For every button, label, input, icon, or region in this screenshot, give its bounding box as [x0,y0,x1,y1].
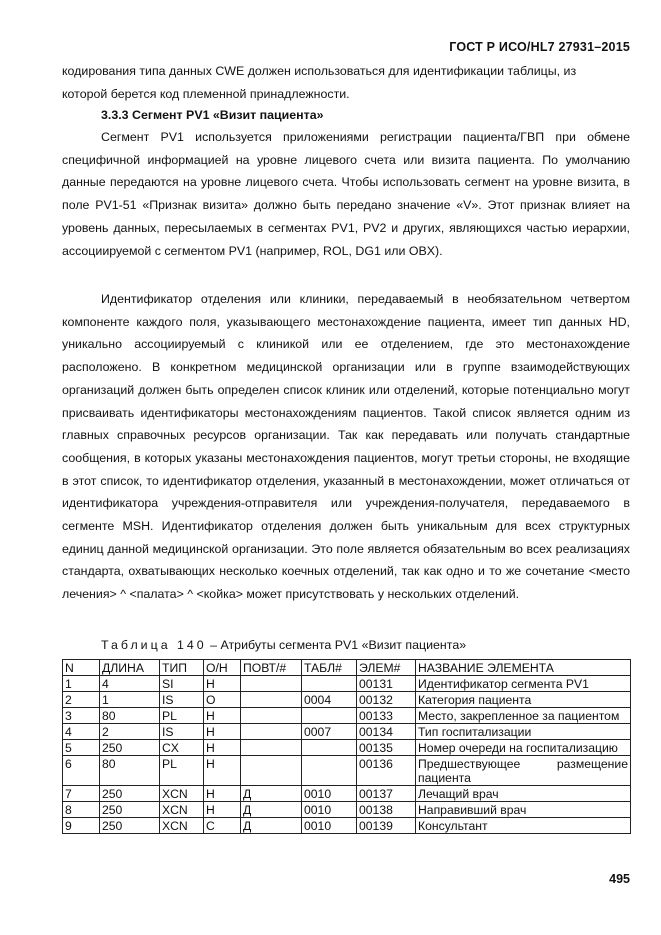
cell-table-number: 0010 [302,802,357,818]
table-row [63,676,631,692]
cell-type: XCN [160,802,204,818]
cell-repeat [241,724,302,740]
cell-table-number: 0010 [302,818,357,834]
cell-element-name: Тип госпитализации [416,724,631,740]
cell-element-number: 00134 [357,724,416,740]
cell-repeat: Д [241,818,302,834]
pv1-attributes-table [62,659,631,834]
cell-n: 8 [63,802,100,818]
cell-element-name: Идентификатор сегмента PV1 [416,676,631,692]
cell-n: 1 [63,676,100,692]
cell-element-number: 00132 [357,692,416,708]
cell-optionality: Н [204,676,241,692]
cell-element-number: 00138 [357,802,416,818]
table-row [63,786,631,802]
cell-n: 6 [63,756,100,786]
table-row [63,818,631,834]
cell-length: 4 [100,676,160,692]
cell-n: 7 [63,786,100,802]
header-optionality: О/Н [204,660,241,676]
cell-repeat [241,756,302,786]
cell-repeat [241,676,302,692]
intro-line-2: которой берется код племенной принадлежности. [62,86,350,101]
cell-element-name: Место, закрепленное за пациентом [416,708,631,724]
cell-n: 9 [63,818,100,834]
cell-element-name: Номер очереди на госпитализацию [416,740,631,756]
cell-length: 250 [100,818,160,834]
cell-repeat: Д [241,802,302,818]
cell-element-name: Направивший врач [416,802,631,818]
table-caption-label: Таблица 140 [101,638,207,652]
table-row [63,724,631,740]
cell-n: 5 [63,740,100,756]
document-header: ГОСТ Р ИСО/HL7 27931–2015 [449,40,630,54]
cell-table-number [302,708,357,724]
cell-n: 2 [63,692,100,708]
header-element-number: ЭЛЕМ# [357,660,416,676]
cell-length: 80 [100,708,160,724]
cell-optionality: Н [204,756,241,786]
intro-paragraph [62,60,630,105]
table-header-row [63,660,631,676]
cell-table-number: 0004 [302,692,357,708]
header-n: N [63,660,100,676]
cell-type: CX [160,740,204,756]
cell-table-number: 0007 [302,724,357,740]
cell-element-number: 00133 [357,708,416,724]
cell-optionality: Н [204,740,241,756]
table-caption-title: Атрибуты сегмента PV1 «Визит пациента» [220,638,467,652]
cell-length: 2 [100,724,160,740]
cell-repeat [241,708,302,724]
cell-length: 80 [100,756,160,786]
cell-repeat [241,692,302,708]
cell-element-number: 00135 [357,740,416,756]
cell-element-number: 00137 [357,786,416,802]
cell-element-number: 00131 [357,676,416,692]
cell-optionality: Н [204,724,241,740]
table-row [63,708,631,724]
cell-optionality: Н [204,786,241,802]
cell-optionality: Н [204,802,241,818]
cell-n: 3 [63,708,100,724]
table-row [63,756,631,786]
cell-repeat [241,740,302,756]
cell-length: 1 [100,692,160,708]
cell-length: 250 [100,786,160,802]
cell-optionality: С [204,818,241,834]
cell-table-number [302,676,357,692]
cell-table-number: 0010 [302,786,357,802]
table-row [63,740,631,756]
table-caption [101,635,466,655]
cell-table-number [302,756,357,786]
cell-optionality: Н [204,708,241,724]
cell-type: XCN [160,786,204,802]
cell-type: XCN [160,818,204,834]
cell-n: 4 [63,724,100,740]
cell-element-number: 00139 [357,818,416,834]
section-title: 3.3.3 Сегмент PV1 «Визит пациента» [101,108,324,122]
header-type: ТИП [160,660,204,676]
table-row [63,692,631,708]
cell-element-name: Предшествующее размещение пациента [416,756,631,786]
cell-type: PL [160,756,204,786]
cell-element-number: 00136 [357,756,416,786]
cell-repeat: Д [241,786,302,802]
header-repeat: ПОВТ/# [241,660,302,676]
paragraph-pv1-usage: Сегмент PV1 используется приложениями регистрации пациента/ГВП при обмене специфичной информацией на уровне лицевого счета или визита пациента. По умолчанию данные передаются на уровне лицевого счета. Чтобы использовать сегмент на уровне визита, в поле PV1-51 «Признак визита» должно быть передано значение «V». Этот признак влияет на уровень данных, пересылаемых в сегментах PV1, PV2 и других, являющихся частью иерархии, ассоциируемой с сегментом PV1 (например, ROL, DG1 или OBX). [62,130,630,258]
cell-table-number [302,740,357,756]
intro-line-1: кодирования типа данных CWE должен использоваться для идентификации таблицы, из [62,64,577,78]
cell-element-name: Лечащий врач [416,786,631,802]
page-number: 495 [609,872,630,886]
cell-element-name: Консультант [416,818,631,834]
header-table-number: ТАБЛ# [302,660,357,676]
cell-length: 250 [100,740,160,756]
cell-type: IS [160,724,204,740]
table-row [63,802,631,818]
table-caption-dash: – [210,638,218,652]
header-element-name: НАЗВАНИЕ ЭЛЕМЕНТА [416,660,631,676]
cell-optionality: О [204,692,241,708]
cell-element-name: Категория пациента [416,692,631,708]
cell-type: IS [160,692,204,708]
cell-type: PL [160,708,204,724]
header-length: ДЛИНА [100,660,160,676]
cell-type: SI [160,676,204,692]
paragraph-department-id: Идентификатор отделения или клиники, передаваемый в необязательном четвертом компоненте каждого поля, указывающего местонахождение пациента, имеет тип данных HD, уникально ассоциируемый с клиникой или ее отделением, где это местонахождение расположено. В конкретном медицинской организации или в группе взаимодействующих организаций должен быть определен список клиник или отделений, которые потенциально могут присваивать идентификаторы местонахождениям пациентов. Такой список является одним из главных справочных ресурсов организации. Так как передавать или получать стандартные сообщения, в которых указаны местонахождения пациентов, могут третьи стороны, не входящие в этот список, то идентификатор отделения, указанный в местонахождении, может отличаться от идентификатора учреждения-отправителя или учреждения-получателя, передаваемого в сегменте MSH. Идентификатор отделения должен быть уникальным для всех структурных единиц данной медицинской организации. Это поле является обязательным во всех реализациях стандарта, охватывающих несколько коечных отделений, так как одно и то же сочетание <место лечения> ^ <палата> ^ <койка> может присутствовать у нескольких отделений. [62,292,630,602]
cell-length: 250 [100,802,160,818]
